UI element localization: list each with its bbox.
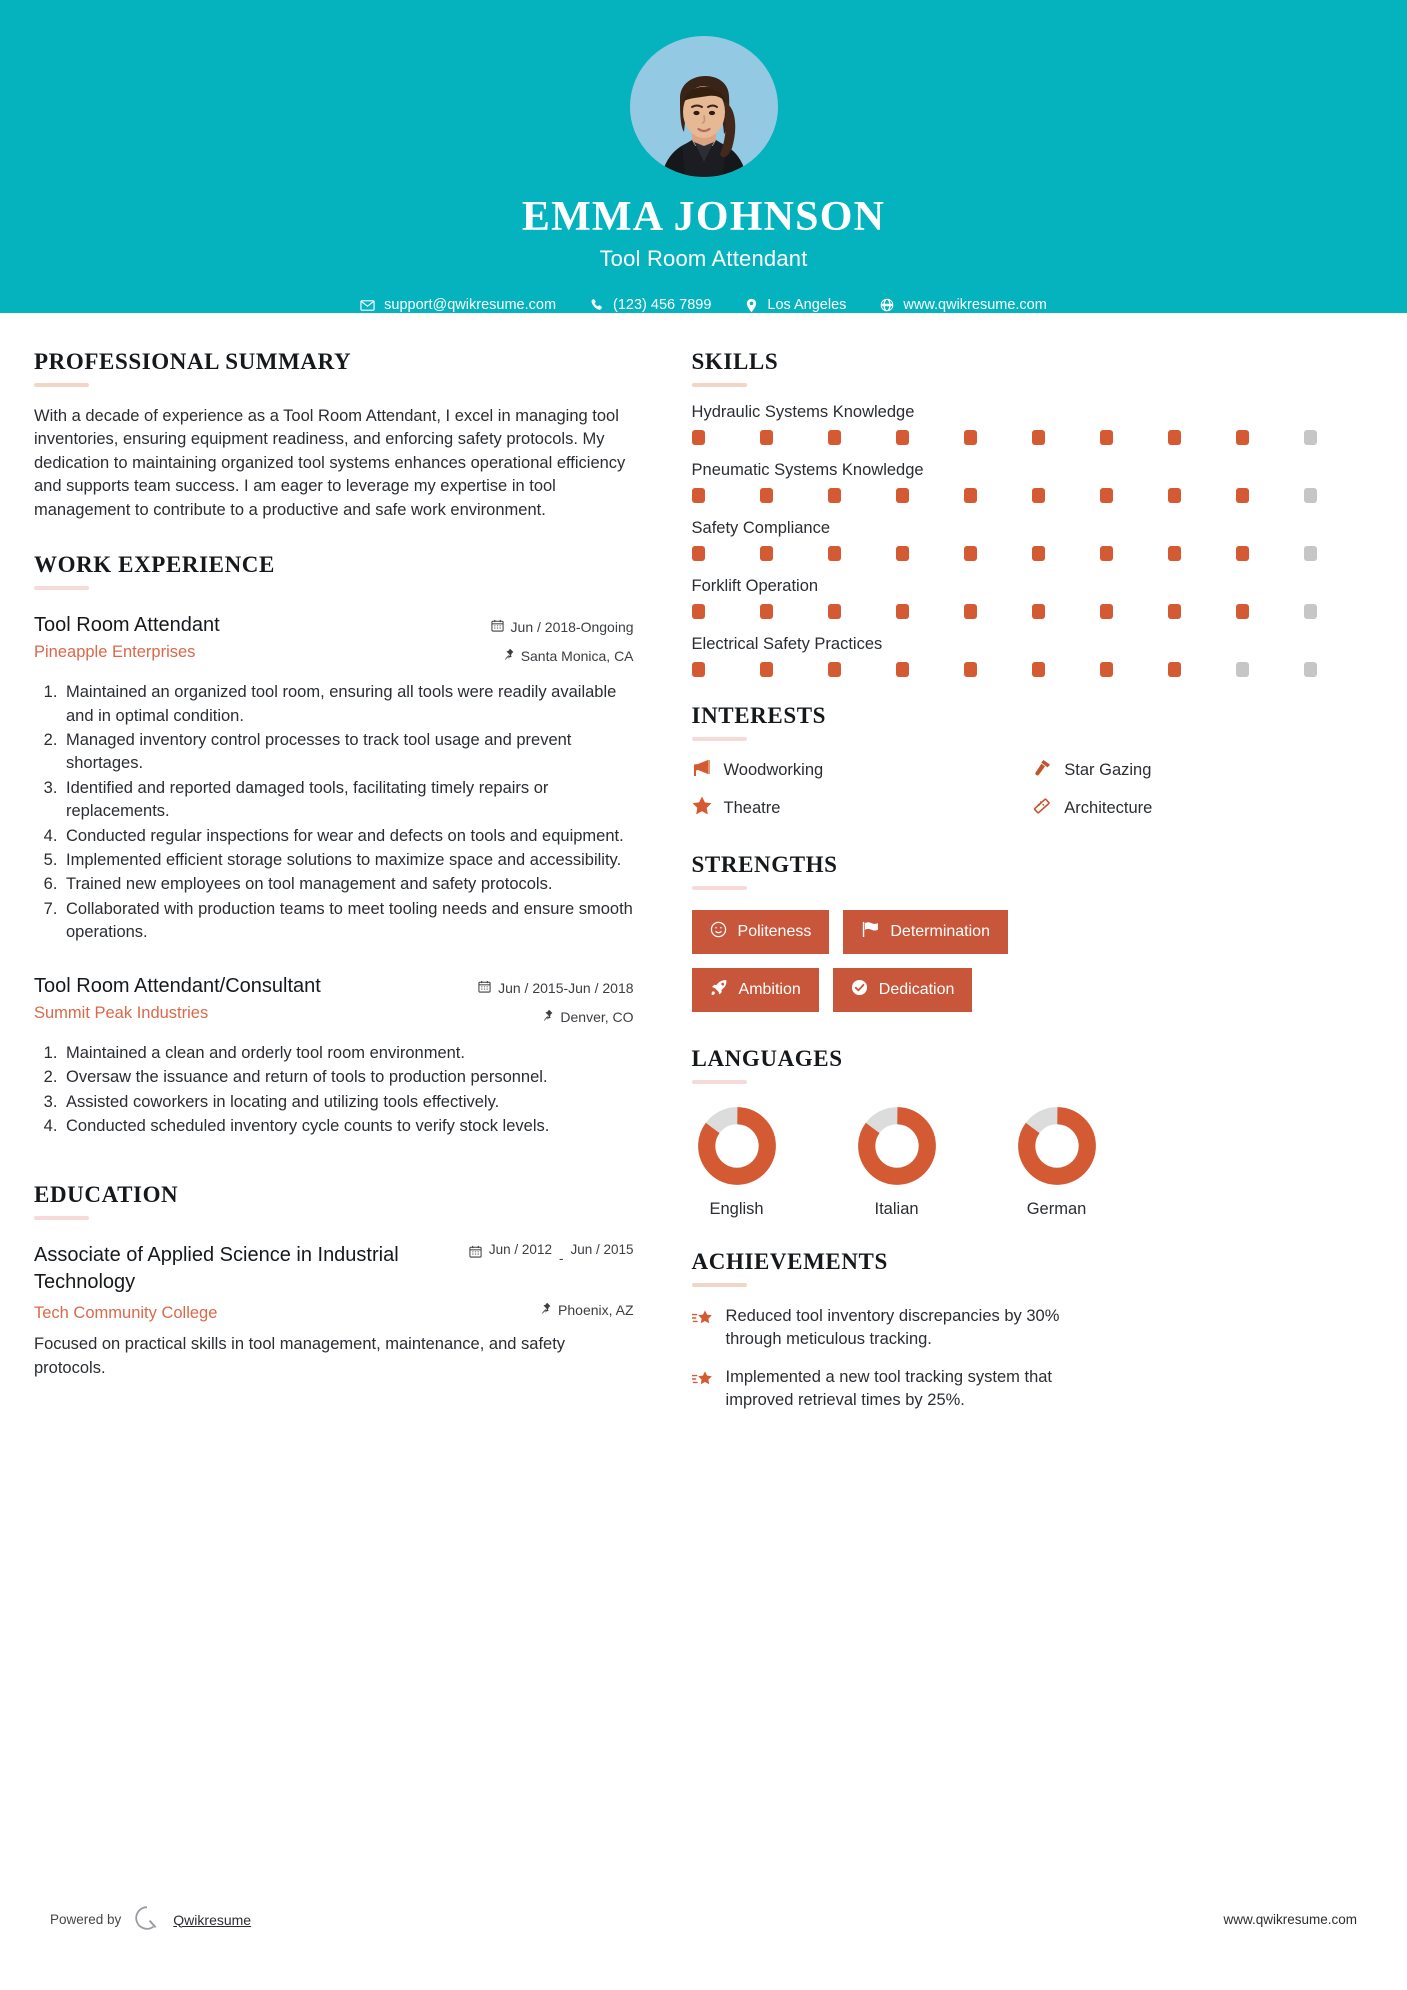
skill-dot xyxy=(828,604,841,619)
language-donut xyxy=(857,1106,937,1186)
map-pin-icon xyxy=(745,298,758,313)
education-item xyxy=(34,1242,634,1380)
contact-phone-text: (123) 456 7899 xyxy=(613,297,712,313)
work-item xyxy=(34,973,634,1139)
avatar-photo xyxy=(630,36,778,177)
skill-dot xyxy=(896,430,909,445)
work-duty: 2. Managed inventory control processes to track tool usage and prevent shortages. xyxy=(62,729,634,776)
work-experience-section xyxy=(34,552,634,1138)
work-dates-text: Jun / 2018-Ongoing xyxy=(510,619,634,636)
education-location xyxy=(540,1300,634,1321)
skill-dot xyxy=(1168,430,1181,445)
skill-item xyxy=(692,461,1373,503)
skill-item xyxy=(692,577,1373,619)
phone-icon xyxy=(590,298,604,312)
interests-section xyxy=(692,703,1373,820)
resume-header xyxy=(0,0,1407,313)
skill-dot xyxy=(1168,662,1181,677)
left-column xyxy=(34,349,659,1380)
work-item xyxy=(34,612,634,945)
powered-by-block xyxy=(50,1905,251,1934)
job-title: Tool Room Attendant xyxy=(599,246,808,271)
skill-dot xyxy=(1168,546,1181,561)
megaphone-icon xyxy=(692,759,712,782)
education-section xyxy=(34,1182,634,1380)
calendar-icon xyxy=(491,617,504,638)
education-school: Tech Community College xyxy=(34,1304,218,1323)
contact-phone[interactable] xyxy=(573,297,728,313)
check-circle-icon xyxy=(851,979,868,1001)
skill-dot xyxy=(1304,662,1317,677)
skill-dot xyxy=(828,430,841,445)
skill-label: Forklift Operation xyxy=(691,577,819,595)
contact-location xyxy=(728,297,863,313)
work-dates xyxy=(454,978,634,999)
ruler-icon xyxy=(1032,796,1052,820)
work-dates-text: Jun / 2015-Jun / 2018 xyxy=(498,979,634,996)
star-badge-icon xyxy=(692,1305,714,1334)
avatar xyxy=(630,36,778,177)
skill-dot xyxy=(1100,546,1113,561)
page-title: EMMA JOHNSON xyxy=(521,193,886,240)
education-description: Focused on practical skills in tool management, maintenance, and safety protocols. xyxy=(34,1335,566,1377)
work-duty: 4. Conducted scheduled inventory cycle counts to verify stock levels. xyxy=(62,1115,634,1138)
section-heading-work: WORK EXPERIENCE xyxy=(34,552,275,578)
skill-item xyxy=(692,635,1373,677)
work-duty: 2. Oversaw the issuance and return of tools to production personnel. xyxy=(62,1066,634,1089)
skill-dot xyxy=(760,662,773,677)
achievement-text: Implemented a new tool tracking system that improved retrieval times by 25%. xyxy=(725,1367,1053,1410)
summary-text: With a decade of experience as a Tool Room Attendant, I excel in managing tool inventories, ensuring equipment readiness, and enforcing safety protocols. My dedication to maintaining organized tool systems enhances operational efficiency and supports team success. I am eager to leverage my expertise in tool management to contribute to a productive and safe work environment. xyxy=(34,407,626,519)
skill-label: Safety Compliance xyxy=(691,519,831,537)
work-location-text: Santa Monica, CA xyxy=(520,648,634,665)
interest-item xyxy=(692,796,1033,820)
footer xyxy=(0,1905,1407,1990)
language-item xyxy=(692,1106,782,1219)
resume-body xyxy=(0,313,1407,1427)
section-heading-summary: PROFESSIONAL SUMMARY xyxy=(34,349,352,374)
skill-dot xyxy=(1236,430,1249,445)
education-degree: Associate of Applied Science in Industrial Technology xyxy=(34,1244,399,1294)
skill-dot xyxy=(896,662,909,677)
skill-dot xyxy=(1304,546,1317,561)
skill-dot xyxy=(896,546,909,561)
flag-icon xyxy=(861,921,879,943)
work-company: Pineapple Enterprises xyxy=(34,643,196,662)
powered-by-label: Powered by xyxy=(50,1912,122,1927)
skill-dot xyxy=(1032,546,1045,561)
section-rule xyxy=(692,1283,747,1287)
rocket-icon xyxy=(710,979,728,1001)
skill-dot xyxy=(692,604,705,619)
professional-summary-section xyxy=(34,349,634,522)
interest-label: Architecture xyxy=(1064,798,1153,817)
globe-icon xyxy=(880,298,894,312)
hammer-icon xyxy=(1032,759,1052,782)
work-location xyxy=(454,646,634,667)
skill-dot xyxy=(1304,604,1317,619)
education-date-end: Jun / 2015 xyxy=(570,1242,634,1258)
language-donut xyxy=(697,1106,777,1186)
skill-dot xyxy=(1168,604,1181,619)
work-dates xyxy=(454,617,634,638)
section-heading-interests: INTERESTS xyxy=(691,703,827,728)
qwikresume-link[interactable]: Qwikresume xyxy=(173,1911,252,1928)
work-duty: 1. Maintained a clean and orderly tool room environment. xyxy=(62,1042,634,1065)
calendar-icon xyxy=(478,978,491,999)
footer-url: www.qwikresume.com xyxy=(1223,1912,1357,1927)
skill-dot xyxy=(692,488,705,503)
section-heading-achievements: ACHIEVEMENTS xyxy=(691,1249,888,1274)
work-company: Summit Peak Industries xyxy=(34,1003,209,1022)
skill-dot xyxy=(1100,662,1113,677)
strength-tag xyxy=(692,910,830,954)
strength-label: Ambition xyxy=(738,981,801,998)
education-date-start: Jun / 2012 xyxy=(488,1242,552,1258)
work-duty: 7. Collaborated with production teams to meet tooling needs and ensure smooth operations. xyxy=(62,898,634,945)
skill-rating xyxy=(692,662,1373,677)
work-duties-list xyxy=(34,681,634,945)
language-item xyxy=(852,1106,942,1219)
section-rule xyxy=(692,1080,747,1084)
skill-dot xyxy=(1100,488,1113,503)
section-heading-education: EDUCATION xyxy=(34,1182,179,1208)
strength-tag xyxy=(843,910,1008,954)
skill-dot xyxy=(1168,488,1181,503)
skill-dot xyxy=(760,604,773,619)
skill-dot xyxy=(1236,546,1249,561)
skill-dot xyxy=(692,430,705,445)
envelope-icon xyxy=(360,298,375,313)
skills-section xyxy=(692,349,1373,677)
education-dates: Jun / 2012 - Jun / 2015 xyxy=(469,1242,634,1266)
work-role: Tool Room Attendant xyxy=(34,614,220,637)
languages-section xyxy=(692,1046,1373,1219)
interest-item xyxy=(692,759,1033,782)
strength-tag xyxy=(692,968,819,1012)
pushpin-icon xyxy=(542,1007,553,1028)
skill-label: Pneumatic Systems Knowledge xyxy=(691,461,924,479)
contact-email-text: support@qwikresume.com xyxy=(384,297,557,313)
contact-website[interactable] xyxy=(863,297,1063,313)
contact-location-text: Los Angeles xyxy=(767,297,847,313)
skill-dot xyxy=(1236,604,1249,619)
strength-label: Determination xyxy=(890,923,990,940)
skill-dot xyxy=(1304,430,1317,445)
skill-dot xyxy=(1100,430,1113,445)
work-duty: 4. Conducted regular inspections for wear and defects on tools and equipment. xyxy=(62,825,634,848)
skill-label: Electrical Safety Practices xyxy=(691,635,883,653)
pushpin-icon xyxy=(503,646,514,667)
skill-dot xyxy=(692,662,705,677)
section-heading-skills: SKILLS xyxy=(691,349,779,374)
skill-dot xyxy=(896,488,909,503)
skill-dot xyxy=(964,604,977,619)
strength-label: Politeness xyxy=(737,923,812,940)
skill-item xyxy=(692,519,1373,561)
language-label: English xyxy=(709,1200,764,1218)
language-label: German xyxy=(1026,1200,1087,1218)
achievement-item xyxy=(692,1366,1373,1413)
skill-item xyxy=(692,403,1373,445)
skill-dot xyxy=(1100,604,1113,619)
calendar-icon xyxy=(469,1242,482,1261)
skill-dot xyxy=(828,546,841,561)
skill-label: Hydraulic Systems Knowledge xyxy=(691,403,915,421)
skill-dot xyxy=(1304,488,1317,503)
contact-email[interactable] xyxy=(343,297,573,313)
skill-dot xyxy=(760,546,773,561)
skill-dot xyxy=(1032,662,1045,677)
section-rule xyxy=(34,586,89,590)
interest-label: Woodworking xyxy=(723,761,824,779)
work-duty: 3. Assisted coworkers in locating and utilizing tools effectively. xyxy=(62,1091,634,1114)
work-role: Tool Room Attendant/Consultant xyxy=(34,974,321,997)
skill-dot xyxy=(1032,430,1045,445)
work-duty: 5. Implemented efficient storage solutions to maximize space and accessibility. xyxy=(62,849,634,872)
interest-item xyxy=(1032,796,1373,820)
interest-item xyxy=(1032,759,1373,782)
interest-label: Star Gazing xyxy=(1064,761,1152,779)
skill-rating xyxy=(692,604,1373,619)
contact-website-text: www.qwikresume.com xyxy=(903,297,1047,313)
section-rule xyxy=(692,383,747,387)
skill-dot xyxy=(760,488,773,503)
smiley-icon xyxy=(710,921,727,943)
achievement-text: Reduced tool inventory discrepancies by 30% through meticulous tracking. xyxy=(725,1307,1060,1349)
strength-tag xyxy=(833,968,973,1012)
work-duty: 6. Trained new employees on tool management and safety protocols. xyxy=(62,873,634,896)
achievement-item xyxy=(692,1305,1373,1352)
right-column xyxy=(659,349,1373,1427)
skill-dot xyxy=(964,662,977,677)
skill-dot xyxy=(828,662,841,677)
contact-row xyxy=(343,297,1064,313)
work-duties-list xyxy=(34,1042,634,1139)
work-duty: 1. Maintained an organized tool room, ensuring all tools were readily available and in optimal condition. xyxy=(62,681,634,728)
skill-rating xyxy=(692,488,1373,503)
skill-dot xyxy=(1236,662,1249,677)
section-rule xyxy=(34,1216,89,1220)
section-heading-languages: LANGUAGES xyxy=(691,1046,843,1071)
skill-dot xyxy=(896,604,909,619)
strengths-section xyxy=(692,852,1373,1012)
interest-label: Theatre xyxy=(723,798,781,817)
section-heading-strengths: STRENGTHS xyxy=(691,852,838,877)
skill-dot xyxy=(1032,604,1045,619)
section-rule xyxy=(692,886,747,890)
star-badge-icon xyxy=(692,1366,714,1395)
skill-dot xyxy=(692,546,705,561)
work-location xyxy=(454,1007,634,1028)
work-location-text: Denver, CO xyxy=(560,1008,634,1025)
language-donut xyxy=(1017,1106,1097,1186)
section-rule xyxy=(692,737,747,741)
language-label: Italian xyxy=(874,1200,919,1218)
strength-label: Dedication xyxy=(878,981,955,998)
qwikresume-logo-icon xyxy=(134,1905,160,1934)
section-rule xyxy=(34,383,89,387)
skill-dot xyxy=(1032,488,1045,503)
skill-rating xyxy=(692,430,1373,445)
language-item xyxy=(1012,1106,1102,1219)
skill-dot xyxy=(1236,488,1249,503)
skill-dot xyxy=(828,488,841,503)
education-location-text: Phoenix, AZ xyxy=(558,1302,634,1319)
achievements-section xyxy=(692,1249,1373,1413)
pushpin-icon xyxy=(540,1300,551,1321)
skill-dot xyxy=(964,488,977,503)
work-duty: 3. Identified and reported damaged tools, facilitating timely repairs or replacements. xyxy=(62,777,634,824)
skill-dot xyxy=(964,546,977,561)
skill-dot xyxy=(760,430,773,445)
star-icon xyxy=(692,796,712,820)
skill-rating xyxy=(692,546,1373,561)
skill-dot xyxy=(964,430,977,445)
